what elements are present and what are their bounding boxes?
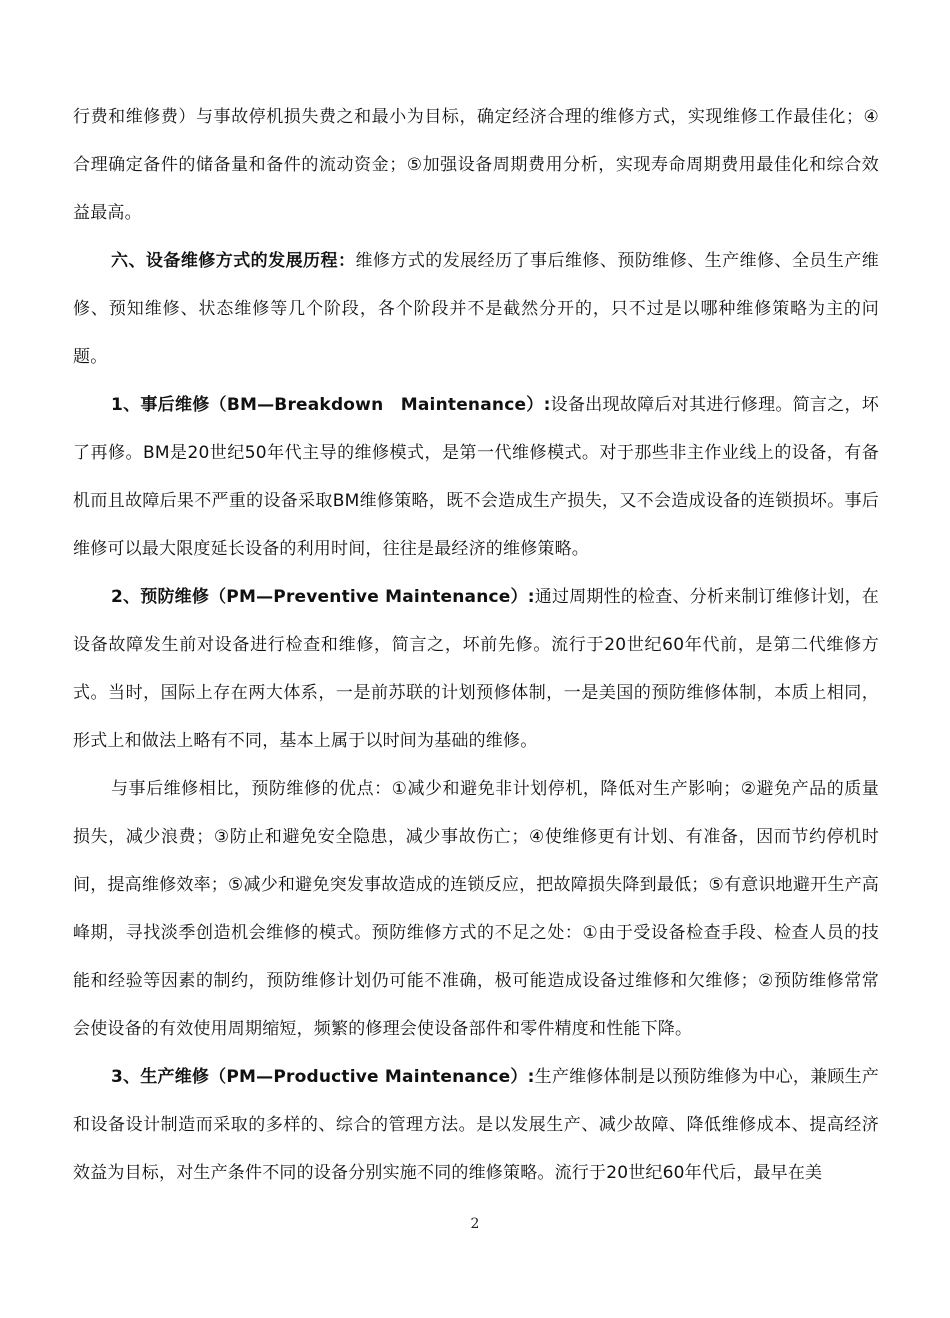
section-heading: 六、设备维修方式的发展历程：: [111, 251, 356, 271]
paragraph-productive-maintenance: [73, 1053, 879, 1197]
paragraph-preventive-pros-cons: [73, 765, 879, 1053]
paragraph-text: 通过周期性的检查、分析来制订维修计划，在设备故障发生前对设备进行检查和维修，简言之，坏前先修。流行于20世纪60年代前，是第二代维修方式。当时，国际上存在两大体系，一是前苏联的计划预修体制，一是美国的预防维修体制，本质上相同，形式上和做法上略有不同，基本上属于以时间为基础的维修。: [73, 587, 880, 751]
paragraph-text: 设备出现故障后对其进行修理。简言之，坏了再修。BM是20世纪50年代主导的维修模式，是第一代维修模式。对于那些非主作业线上的设备，有备机而且故障后果不严重的设备采取BM维修策略，既不会造成生产损失，又不会造成设备的连锁损坏。事后维修可以最大限度延长设备的利用时间，往往是最经济的维修策略。: [73, 395, 879, 559]
paragraph-breakdown-maintenance: [73, 381, 879, 573]
paragraph-continued: [73, 93, 879, 237]
subsection-heading: 2、预防维修（PM—Preventive Maintenance）:: [111, 587, 535, 607]
paragraph-preventive-maintenance: [73, 573, 879, 765]
paragraph-text: 与事后维修相比，预防维修的优点：①减少和避免非计划停机，降低对生产影响；②避免产品的质量损失，减少浪费；③防止和避免安全隐患，减少事故伤亡；④使维修更有计划、有准备，因而节约停机时间，提高维修效率；⑤减少和避免突发事故造成的连锁反应，把故障损失降到最低；⑤有意识地避开生产高峰期，寻找淡季创造机会维修的模式。预防维修方式的不足之处：①由于受设备检查手段、检查人员的技能和经验等因素的制约，预防维修计划仍可能不准确，极可能造成设备过维修和欠维修；②预防维修常常会使设备的有效使用周期缩短，频繁的修理会使设备部件和零件精度和性能下降。: [73, 779, 879, 1039]
page-number: 2: [470, 1216, 480, 1232]
subsection-heading: 1、事后维修（BM—Breakdown Maintenance）:: [111, 395, 551, 415]
paragraph-text: 生产维修体制是以预防维修为中心，兼顾生产和设备设计制造而采取的多样的、综合的管理方法。是以发展生产、减少故障、降低维修成本、提高经济效益为目标，对生产条件不同的设备分别实施不同的维修策略。流行于20世纪60年代后，最早在美: [73, 1067, 879, 1183]
paragraph-text: 维修方式的发展经历了事后维修、预防维修、生产维修、全员生产维修、预知维修、状态维修等几个阶段，各个阶段并不是截然分开的，只不过是以哪种维修策略为主的问题。: [73, 251, 879, 367]
paragraph-section-6: [73, 237, 879, 381]
paragraph-text: 行费和维修费）与事故停机损失费之和最小为目标，确定经济合理的维修方式，实现维修工作最佳化；④合理确定备件的储备量和备件的流动资金；⑤加强设备周期费用分析，实现寿命周期费用最佳化和综合效益最高。: [73, 107, 879, 223]
subsection-heading: 3、生产维修（PM—Productive Maintenance）:: [111, 1067, 535, 1087]
document-body: [73, 93, 879, 1197]
